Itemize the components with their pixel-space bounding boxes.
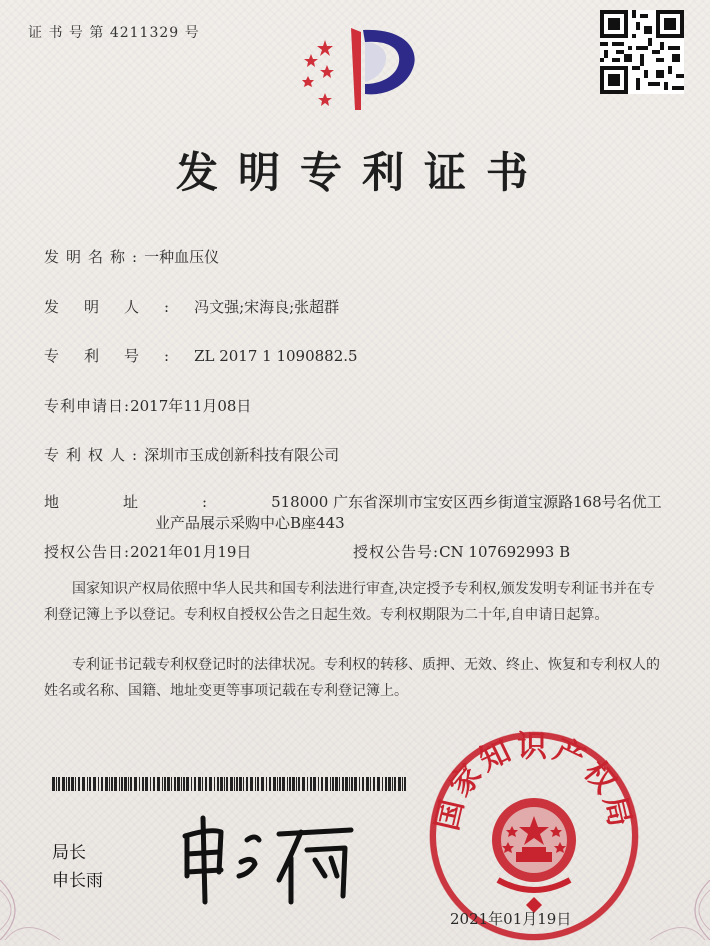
handwritten-signature-icon	[175, 810, 360, 905]
barcode-bar	[345, 777, 348, 791]
patent-holder-value: 深圳市玉成创新科技有限公司	[144, 446, 340, 464]
barcode-bar	[153, 777, 155, 791]
barcode-bar	[370, 777, 371, 791]
barcode-bar	[109, 777, 110, 791]
barcode-bar	[114, 777, 117, 791]
barcode-bar	[257, 777, 259, 791]
barcode-bar	[266, 777, 267, 791]
barcode-bar	[162, 777, 163, 791]
barcode-bar	[362, 777, 364, 791]
barcode-bar	[89, 777, 91, 791]
barcode-bar	[82, 777, 85, 791]
barcode-bar	[75, 777, 76, 791]
grant-date-value: 2021年01月19日	[130, 543, 252, 561]
barcode-bar	[243, 777, 244, 791]
field-patent-number	[44, 345, 358, 366]
barcode-bar	[335, 777, 338, 791]
barcode-bar	[164, 777, 166, 791]
certificate-title: 发明专利证书	[175, 148, 548, 197]
barcode-bar	[183, 777, 185, 791]
grant-date-label: 授权公告日:	[44, 543, 131, 561]
signature-title: 局长	[52, 843, 86, 863]
corner-ornament-icon	[0, 880, 60, 940]
barcode-icon	[52, 777, 407, 791]
barcode-bar	[402, 777, 403, 791]
barcode-bar	[98, 777, 99, 791]
barcode-bar	[366, 777, 369, 791]
grant-number-value: CN 107692993 B	[439, 543, 571, 561]
barcode-bar	[255, 777, 256, 791]
barcode-bar	[167, 777, 170, 791]
barcode-bar	[239, 777, 242, 791]
barcode-bar	[354, 777, 357, 791]
barcode-bar	[174, 777, 176, 791]
barcode-bar	[171, 777, 172, 791]
barcode-bar	[157, 777, 160, 791]
field-grant-number	[353, 541, 570, 562]
inventor-value: 冯文强;宋海良;张超群	[194, 298, 340, 316]
seal-text: 国家知识产权局	[429, 730, 639, 834]
patent-holder-label: 专利权人:	[44, 446, 145, 464]
corner-ornament-icon	[650, 880, 710, 940]
barcode-bar	[119, 777, 120, 791]
field-patent-holder	[44, 444, 339, 465]
barcode-bar	[282, 777, 285, 791]
invention-name-label: 发明名称:	[44, 248, 145, 266]
address-label: 地址:	[44, 493, 272, 511]
barcode-bar	[78, 777, 80, 791]
address-line1: 518000 广东省深圳市宝安区西乡街道宝源路168号名优工	[271, 493, 662, 511]
qr-code-icon	[600, 10, 684, 94]
barcode-bar	[87, 777, 88, 791]
barcode-bar	[313, 777, 316, 791]
barcode-bar	[205, 777, 207, 791]
barcode-bar	[111, 777, 113, 791]
barcode-bar	[226, 777, 228, 791]
barcode-bar	[287, 777, 288, 791]
barcode-bar	[198, 777, 201, 791]
body-paragraph-2: 专利证书记载专利权登记时的法律状况。专利权的转移、质押、无效、终止、恢复和专利权人的姓名或名称、国籍、地址变更等事项记载在专利登记簿上。	[44, 657, 660, 699]
barcode-bar	[339, 777, 340, 791]
barcode-bar	[130, 777, 132, 791]
application-date-label: 专利申请日:	[44, 397, 131, 415]
barcode-bar	[373, 777, 375, 791]
barcode-bar	[277, 777, 278, 791]
barcode-bar	[279, 777, 281, 791]
barcode-bar	[332, 777, 334, 791]
barcode-bar	[93, 777, 96, 791]
barcode-bar	[62, 777, 65, 791]
barcode-bar	[321, 777, 323, 791]
seal-date: 2021年01月19日	[450, 910, 572, 928]
signature-name: 申长雨	[52, 871, 103, 891]
patent-number-value: ZL 2017 1 1090882.5	[194, 347, 358, 365]
address-line2: 业产品展示采购中心B座443	[155, 514, 345, 532]
barcode-bar	[359, 777, 360, 791]
barcode-bar	[246, 777, 248, 791]
barcode-bar	[382, 777, 383, 791]
barcode-bar	[261, 777, 264, 791]
barcode-bar	[292, 777, 295, 791]
barcode-bar	[404, 777, 406, 791]
barcode-bar	[145, 777, 148, 791]
barcode-bar	[217, 777, 219, 791]
certificate-number-value: 4211329	[109, 25, 180, 41]
barcode-bar	[68, 777, 70, 791]
barcode-bar	[307, 777, 308, 791]
barcode-bar	[186, 777, 189, 791]
barcode-bar	[330, 777, 331, 791]
barcode-bar	[394, 777, 396, 791]
barcode-bar	[177, 777, 180, 791]
field-address	[44, 491, 662, 512]
cnipa-logo-icon	[285, 10, 435, 120]
barcode-bar	[269, 777, 271, 791]
barcode-bar	[121, 777, 123, 791]
patent-number-label: 专利号:	[44, 347, 195, 365]
grant-number-label: 授权公告号:	[353, 543, 440, 561]
barcode-bar	[398, 777, 401, 791]
barcode-bar	[296, 777, 297, 791]
certificate-number	[28, 22, 200, 42]
barcode-bar	[388, 777, 391, 791]
barcode-bar	[150, 777, 151, 791]
barcode-bar	[273, 777, 276, 791]
barcode-bar	[230, 777, 233, 791]
barcode-bar	[385, 777, 387, 791]
barcode-bar	[142, 777, 144, 791]
barcode-bar	[298, 777, 300, 791]
barcode-bar	[71, 777, 74, 791]
barcode-bar	[349, 777, 350, 791]
barcode-bar	[224, 777, 225, 791]
barcode-bar	[220, 777, 223, 791]
barcode-bar	[56, 777, 57, 791]
barcode-bar	[191, 777, 192, 791]
field-inventor	[44, 296, 339, 317]
application-date-value: 2017年11月08日	[130, 397, 252, 415]
barcode-bar	[236, 777, 238, 791]
barcode-bar	[101, 777, 103, 791]
barcode-bar	[325, 777, 328, 791]
barcode-bar	[58, 777, 60, 791]
barcode-bar	[392, 777, 393, 791]
field-grant-date	[44, 541, 251, 562]
barcode-bar	[351, 777, 353, 791]
invention-name-value: 一种血压仪	[144, 248, 220, 266]
barcode-bar	[66, 777, 67, 791]
body-paragraph-1: 国家知识产权局依照中华人民共和国专利法进行审查,决定授予专利权,颁发发明专利证书并在专利登记簿上予以登记。专利权自授权公告之日起生效。专利权期限为二十年,自申请日起算。	[44, 581, 655, 623]
barcode-bar	[318, 777, 319, 791]
certificate-number-suffix: 号	[184, 25, 200, 41]
barcode-bar	[342, 777, 344, 791]
barcode-bar	[202, 777, 203, 791]
barcode-bar	[194, 777, 196, 791]
barcode-bar	[105, 777, 108, 791]
barcode-bar	[302, 777, 305, 791]
barcode-bar	[134, 777, 137, 791]
barcode-bar	[214, 777, 215, 791]
barcode-bar	[209, 777, 212, 791]
barcode-bar	[234, 777, 235, 791]
barcode-bar	[289, 777, 291, 791]
barcode-bar	[377, 777, 380, 791]
field-application-date	[44, 395, 251, 416]
certificate-number-label: 证 书 号 第	[28, 25, 105, 41]
barcode-bar	[128, 777, 129, 791]
barcode-bar	[139, 777, 140, 791]
barcode-bar	[52, 777, 55, 791]
barcode-bar	[250, 777, 253, 791]
inventor-label: 发明人:	[44, 298, 195, 316]
barcode-bar	[124, 777, 127, 791]
field-invention-name	[44, 246, 219, 267]
barcode-bar	[181, 777, 182, 791]
barcode-bar	[310, 777, 312, 791]
